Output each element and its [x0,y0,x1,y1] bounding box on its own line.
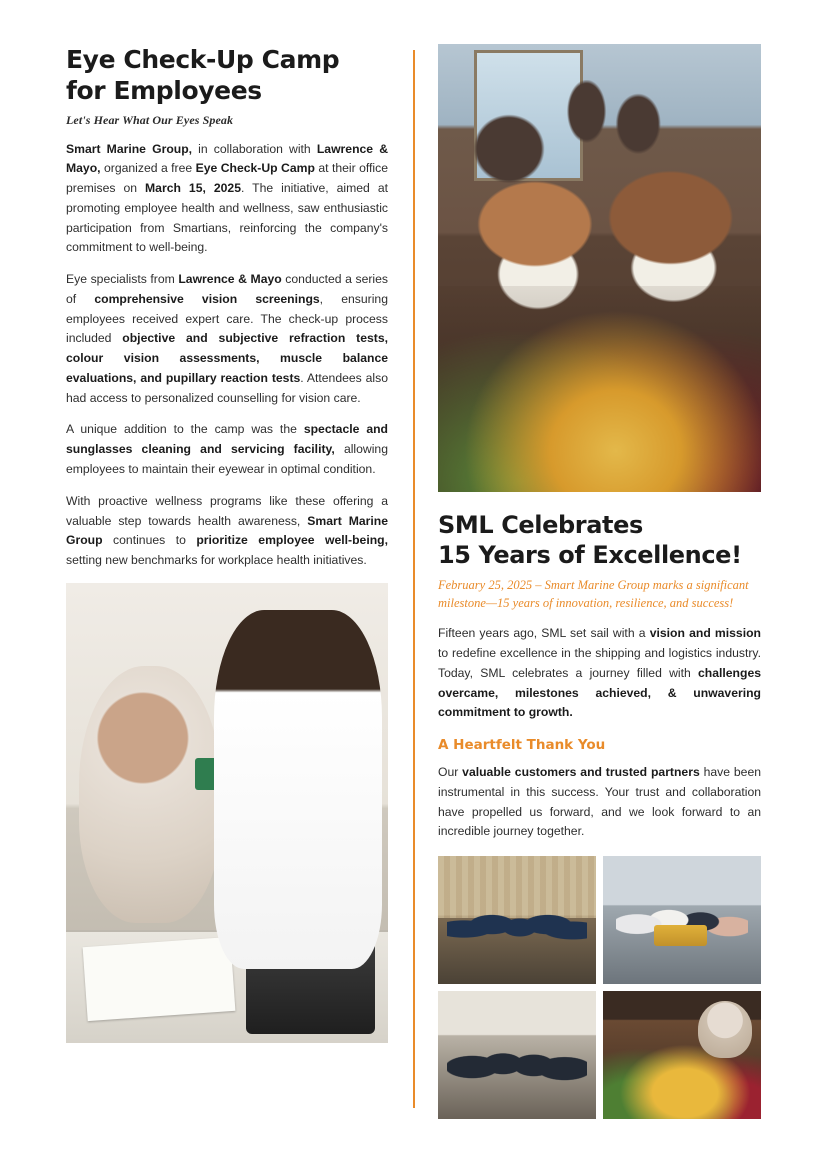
phoropter-device [246,942,375,1034]
headline-line-1: Eye Check-Up Camp [66,45,340,74]
gift-presentation-photo [603,856,761,984]
left-paragraph [66,270,388,408]
column-divider [413,50,415,1108]
celebration-photo-grid [438,856,761,1119]
left-kicker: Let's Hear What Our Eyes Speak [66,112,234,127]
body-text: continues to [102,533,197,548]
right-section-title [438,510,761,570]
emphasis-text: March 15, 2025 [145,181,241,196]
emphasis-text: challenges overcame, milestones achieved, & unwavering commitment to growth. [438,665,761,720]
left-paragraph [66,140,388,259]
body-text: Our [438,765,463,780]
photo-fill [66,583,388,1043]
left-paragraph [66,492,388,571]
paper-sheets [83,937,236,1021]
body-text: to redefine excellence in the shipping and logistics industry. Today, SML celebrates a journey filled with [438,646,761,680]
left-paragraph [66,420,388,479]
left-article [66,44,388,1043]
right-headline-line-1: SML Celebrates [438,511,643,539]
cake-cutting-photo [438,856,596,984]
right-standfirst: February 25, 2025 – Smart Marine Group marks a significant milestone—15 years of innovation, resilience, and success! [438,578,749,611]
emphasis-text: Eye Check-Up Camp [195,161,315,176]
emphasis-text: Lawrence & Mayo [178,272,282,287]
puja-offerings-photo [603,991,761,1119]
thank-you-subhead: A Heartfelt Thank You [438,737,606,754]
body-text: . The initiative, aimed at promoting employee health and wellness, saw enthusiastic participation from Smartians, reinforcing the company's commitment to well-being. [66,181,388,255]
body-text: organized a free [100,161,196,176]
body-text: , ensuring employees received expert care. The check-up process included [66,291,388,346]
body-text: conducted a series of [66,272,388,306]
emphasis-text: prioritize employee well-being, [196,533,388,548]
photo-fill [438,44,761,492]
body-text: have been instrumental in this success. Your trust and collaboration have propelled us forward, and we look forward to an incredible journey together. [438,765,761,839]
photo-fill [438,856,596,984]
anniversary-puja-photo [438,44,761,492]
eye-examination-photo [66,583,388,1043]
photo-fill [438,991,596,1119]
body-text: setting new benchmarks for workplace health initiatives. [66,553,367,568]
right-paragraph [438,763,761,842]
right-headline-line-2: 15 Years of Excellence! [438,541,742,569]
team-group-photo [438,991,596,1119]
body-text: Eye specialists from [66,272,179,287]
emphasis-text: Lawrence & Mayo, [66,141,389,176]
photo-fill [603,991,761,1119]
body-text: A unique addition to the camp was the [66,422,304,437]
body-text: in collaboration with [192,141,317,156]
emphasis-text: Smart Marine Group [66,513,388,548]
body-text: With proactive wellness programs like these offering a valuable step towards health awareness, [66,493,388,528]
body-text: allowing employees to maintain their eyewear in optimal condition. [66,442,388,476]
emphasis-text: vision and mission [649,626,761,641]
emphasis-text: comprehensive vision screenings [94,291,320,306]
emphasis-text: spectacle and sunglasses cleaning and servicing facility, [66,422,388,457]
body-text: Fifteen years ago, SML set sail with a [438,626,650,641]
photo-fill [603,856,761,984]
right-paragraph [438,624,761,723]
page-title [66,44,388,107]
emphasis-text: Smart Marine Group, [66,141,193,156]
people-group [438,80,761,394]
torch-device [195,758,247,790]
body-text: at their office premises on [66,161,388,196]
headline-line-2: for Employees [66,76,262,106]
emphasis-text: objective and subjective refraction tests, colour vision assessments, muscle balance evaluations, and pupillary reaction tests [66,331,388,385]
right-article [438,44,761,1119]
emphasis-text: valuable customers and trusted partners [462,765,700,780]
body-text: . Attendees also had access to personalized counselling for vision care. [66,370,388,405]
